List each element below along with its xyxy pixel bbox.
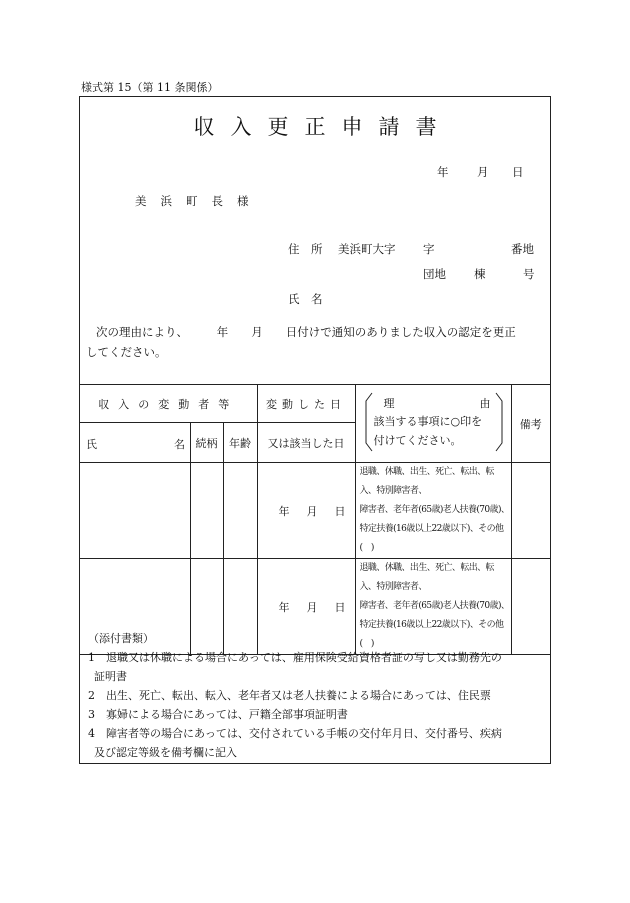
header-change-date-2: 又は該当した日 <box>257 423 355 463</box>
attachment-text: 障害者等の場合にあっては、交付されている手帳の交付年月日、交付番号、疾病 <box>106 727 502 740</box>
change-table <box>80 384 550 655</box>
name-label: 氏 名 <box>288 292 323 306</box>
row-name-cell <box>80 463 190 559</box>
attachments-heading: （添付書類） <box>88 632 154 645</box>
attachment-text: 寡婦による場合にあっては、戸籍全部事項証明書 <box>106 708 348 721</box>
header-change-person: 収入の変動者等 <box>80 385 257 423</box>
attachment-num: 4 <box>88 727 95 740</box>
row-date: 年 月 日 <box>257 559 355 655</box>
header-name-2: 名 <box>174 438 185 451</box>
reason-line-2: 障害者、老年者(65歳)老人扶養(70歳)、 <box>359 505 510 515</box>
reason-note-1: 該当する事項に○印を <box>373 415 483 428</box>
attachment-num: 3 <box>88 708 95 721</box>
attachment-item-3 <box>88 705 546 724</box>
header-relation: 続柄 <box>190 423 223 463</box>
body-line-2: してください。 <box>86 345 167 359</box>
table-row <box>80 463 550 559</box>
row-date: 年 月 日 <box>257 463 355 559</box>
header-age: 年齢 <box>223 423 257 463</box>
header-reason <box>355 385 511 463</box>
reason-line-3: 特定扶養(16歳以上22歳以下)、その他( ) <box>359 620 504 649</box>
reason-note-2: 付けてください。 <box>373 434 462 447</box>
row-age-cell <box>223 463 257 559</box>
attachment-item-4 <box>88 724 546 743</box>
header-name: 氏 <box>86 438 97 451</box>
attachment-item-1-cont: 証明書 <box>94 670 127 683</box>
row-remarks-cell <box>511 463 550 559</box>
address-banchi: 番地 <box>511 242 534 256</box>
address-gou: 号 <box>523 267 535 281</box>
attachment-text: 退職又は休職による場合にあっては、雇用保険受給資格者証の写し又は勤務先の <box>106 651 502 664</box>
header-remarks: 備考 <box>511 385 550 463</box>
row-relation-cell <box>190 463 223 559</box>
attachments <box>88 629 546 762</box>
reason-title-1: 理 <box>383 397 395 410</box>
header-change-date-1: 変動した日 <box>257 385 355 423</box>
date-day-label: 日 <box>512 165 524 179</box>
attachment-item-4-cont: 及び認定等級を備考欄に記入 <box>94 746 237 759</box>
address-label: 住 所 <box>288 242 323 256</box>
reason-title-2: 由 <box>479 397 491 410</box>
date-year-label: 年 <box>437 165 449 179</box>
reason-line-2: 障害者、老年者(65歳)老人扶養(70歳)、 <box>359 601 510 611</box>
address-tou: 棟 <box>474 267 486 281</box>
body-line-1: 次の理由により、 年 月 日付けで通知のありました収入の認定を更正 <box>96 325 516 339</box>
attachment-item-1 <box>88 648 546 667</box>
reason-line-1: 退職、休職、出生、死亡、転出、転入、特別障害者、 <box>359 563 494 592</box>
attachment-num: 2 <box>88 689 95 702</box>
header-name-cell <box>80 423 190 463</box>
attachment-num: 1 <box>88 651 95 664</box>
reason-line-3: 特定扶養(16歳以上22歳以下)、その他( ) <box>359 524 504 553</box>
reason-line-1: 退職、休職、出生、死亡、転出、転入、特別障害者、 <box>359 467 494 496</box>
form-title: 収入更正申請書 <box>193 115 453 139</box>
address-town: 美浜町大字 <box>338 242 396 256</box>
application-form <box>79 96 551 764</box>
date-month-label: 月 <box>477 165 489 179</box>
addressee: 美浜町長様 <box>135 194 263 208</box>
form-number-label: 様式第 15（第 11 条関係） <box>81 81 219 94</box>
attachment-item-2 <box>88 686 546 705</box>
address-aza: 字 <box>423 242 435 256</box>
row-reason <box>355 463 511 559</box>
address-danchi: 団地 <box>423 267 446 281</box>
attachment-text: 出生、死亡、転出、転入、老年者又は老人扶養による場合にあっては、住民票 <box>106 689 491 702</box>
